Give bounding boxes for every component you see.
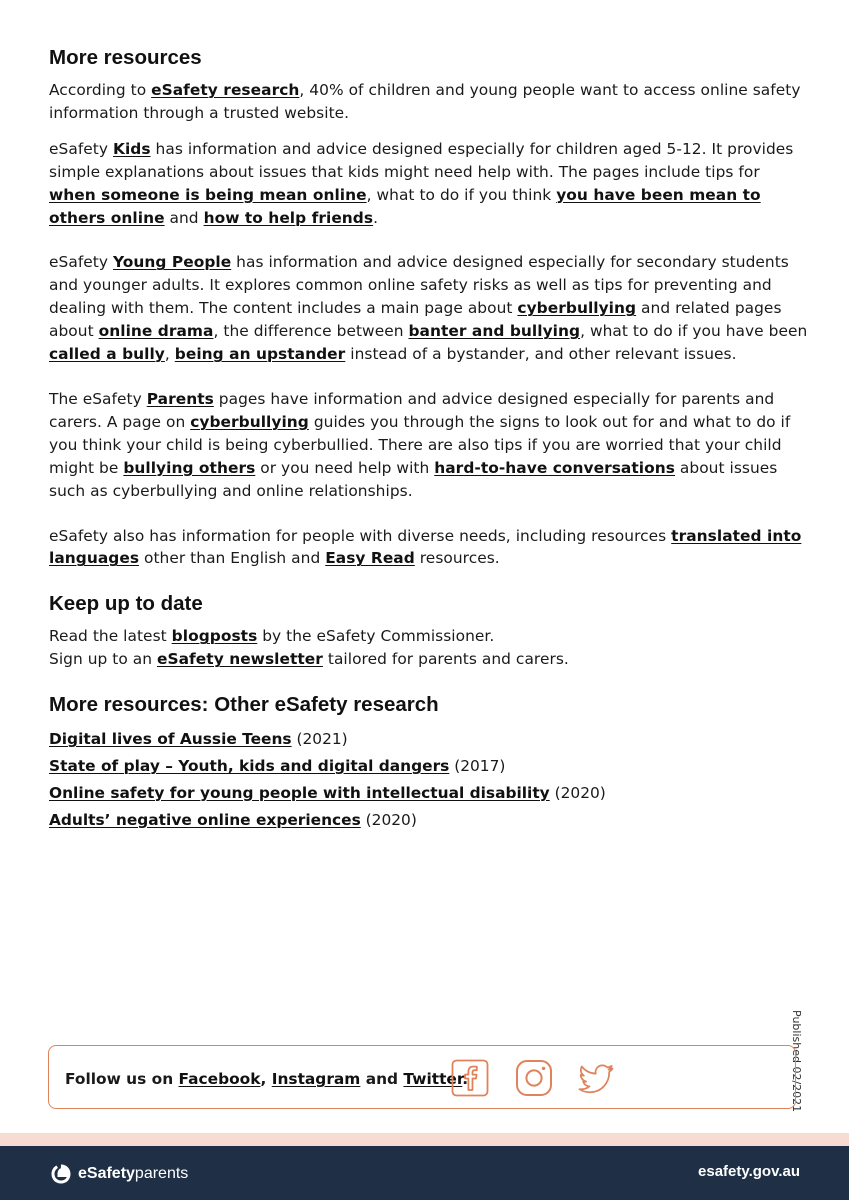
decorative-band (0, 1133, 849, 1146)
link-twitter[interactable]: Twitter (403, 1070, 463, 1088)
twitter-icon[interactable] (577, 1059, 615, 1097)
text: . (373, 208, 379, 227)
section-title-more-resources: More resources (49, 46, 202, 69)
paragraph-research (49, 79, 809, 125)
text: . (462, 1070, 469, 1088)
text: eSafety (49, 139, 113, 158)
text: , (164, 345, 175, 364)
text: eSafety (49, 253, 113, 272)
list-item (49, 753, 809, 780)
text: Read the latest (49, 627, 172, 646)
text: , what to do if you think (366, 185, 557, 204)
esafety-logo-icon (50, 1163, 72, 1185)
brand-name (78, 1165, 188, 1183)
research-year: (2020) (549, 783, 606, 802)
text: , the difference between (213, 322, 409, 341)
section-title-keep-up-to-date: Keep up to date (49, 592, 203, 616)
link-research-item[interactable]: State of play – Youth, kids and digital dangers (49, 756, 450, 775)
link-newsletter[interactable]: eSafety newsletter (157, 650, 323, 669)
footer-bar (0, 1146, 849, 1200)
website-link[interactable]: esafety.gov.au (698, 1163, 800, 1180)
esafety-parents-logo (50, 1163, 188, 1185)
paragraph-young-people (49, 251, 809, 366)
text: and (164, 208, 204, 227)
link-research-item[interactable]: Online safety for young people with intellectual disability (49, 783, 550, 802)
link-translated[interactable]: translated into languages (49, 526, 802, 568)
link-research-item[interactable]: Adults’ negative online experiences (49, 810, 361, 829)
link-blogposts[interactable]: blogposts (171, 627, 258, 646)
paragraph-parents (49, 388, 809, 503)
paragraph-kids (49, 138, 809, 230)
link-bullying-others[interactable]: bullying others (123, 458, 256, 477)
published-date: Published 02/2021 (790, 1010, 803, 1113)
text: about issues such as cyberbullying and online relationships. (49, 458, 778, 500)
text: has information and advice designed especially for secondary students and younger adults. It explores common online safety risks as well as tips for preventing and dealing with them. The content includes a main page about (49, 253, 789, 318)
list-item (49, 780, 809, 807)
link-banter-bullying[interactable]: banter and bullying (408, 322, 581, 341)
text: has information and advice designed especially for children aged 5-12. It provides simple explanations about issues that kids might need help with. The pages include tips for (49, 139, 794, 181)
research-year: (2020) (360, 810, 417, 829)
text: other than English and (139, 549, 326, 568)
list-item (49, 807, 809, 834)
brand-name-light: parents (134, 1165, 189, 1182)
text: eSafety also has information for people with diverse needs, including resources (49, 526, 672, 545)
text: Sign up to an (49, 650, 157, 669)
text: guides you through the signs to look out for and what to do if you think your child is being cyberbullied. There are also tips if you are worried that your child might be (49, 412, 791, 477)
link-parents-cyberbullying[interactable]: cyberbullying (190, 412, 309, 431)
link-young-people[interactable]: Young People (113, 253, 232, 272)
text: The eSafety (49, 389, 147, 408)
follow-lead: Follow us on (65, 1070, 179, 1088)
follow-us-text (65, 1070, 468, 1088)
text: by the eSafety Commissioner. (257, 627, 495, 646)
text: , what to do if you have been (580, 322, 808, 341)
main-content (49, 46, 809, 833)
research-year: (2021) (291, 730, 348, 749)
link-instagram[interactable]: Instagram (271, 1070, 361, 1088)
follow-us-box (48, 1045, 796, 1109)
section-title-other-research: More resources: Other eSafety research (49, 693, 439, 717)
text: or you need help with (255, 458, 435, 477)
paragraph-keep (49, 625, 809, 671)
list-item (49, 726, 809, 753)
link-help-friends[interactable]: how to help friends (203, 208, 374, 227)
link-upstander[interactable]: being an upstander (174, 345, 346, 364)
text: resources. (414, 549, 500, 568)
link-easy-read[interactable]: Easy Read (325, 549, 415, 568)
research-list (49, 726, 809, 833)
instagram-icon[interactable] (515, 1059, 553, 1097)
text: tailored for parents and carers. (322, 650, 569, 669)
text: and (360, 1070, 404, 1088)
link-facebook[interactable]: Facebook (178, 1070, 261, 1088)
link-parents[interactable]: Parents (146, 389, 214, 408)
text: , (260, 1070, 272, 1088)
research-year: (2017) (449, 756, 506, 775)
text: , 40% of children and young people want to access online safety information through a trusted website. (49, 81, 801, 122)
link-kids[interactable]: Kids (113, 139, 151, 158)
brand-name-bold: eSafety (78, 1165, 135, 1182)
text: pages have information and advice designed especially for parents and carers. A page on (49, 389, 775, 431)
link-someone-mean-online[interactable]: when someone is being mean online (49, 185, 367, 204)
link-esafety-research[interactable]: eSafety research (151, 81, 300, 99)
facebook-icon[interactable] (451, 1059, 489, 1097)
paragraph-diverse-needs (49, 525, 809, 571)
text: According to (49, 81, 152, 99)
link-online-drama[interactable]: online drama (98, 322, 214, 341)
text: instead of a bystander, and other relevant issues. (345, 345, 737, 364)
link-hard-conversations[interactable]: hard-to-have conversations (434, 458, 675, 477)
text: and related pages about (49, 299, 782, 341)
link-cyberbullying[interactable]: cyberbullying (517, 299, 637, 318)
link-mean-to-others[interactable]: you have been mean to others online (49, 185, 761, 227)
link-research-item[interactable]: Digital lives of Aussie Teens (49, 730, 292, 749)
link-called-bully[interactable]: called a bully (49, 345, 165, 364)
